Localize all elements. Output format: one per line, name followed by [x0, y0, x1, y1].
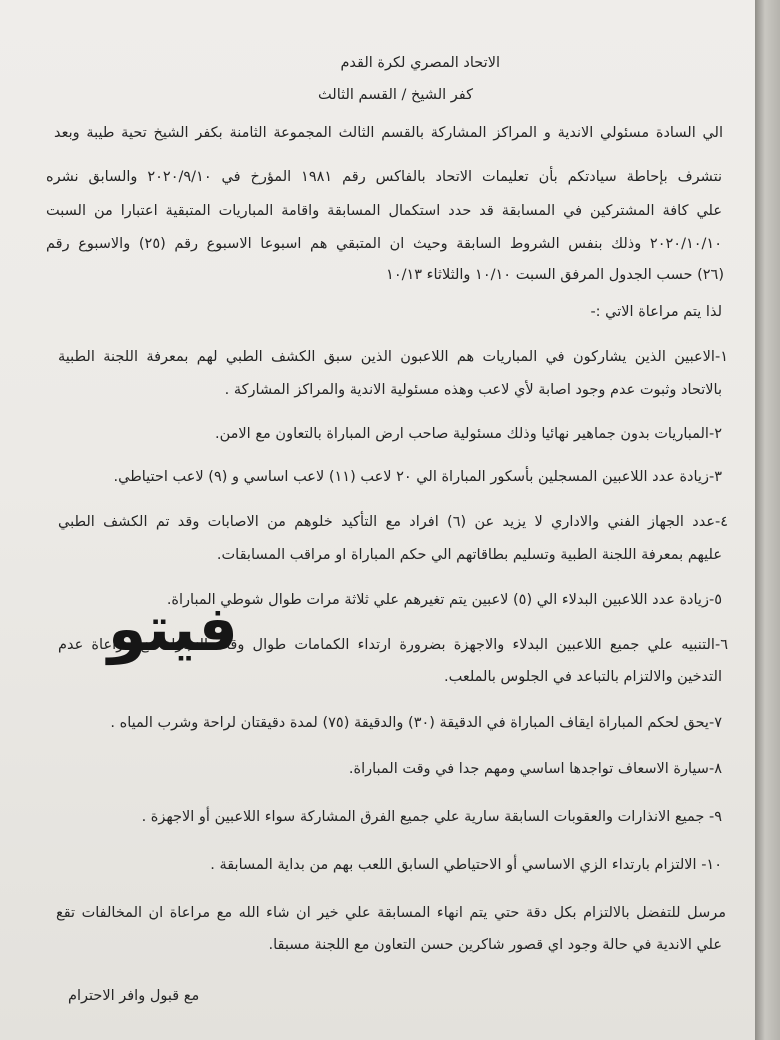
intro-line: علي كافة المشتركين في المسابقة قد حدد استكمال المسابقة واقامة المباريات المتبقية اعتبارا من السبت	[46, 203, 722, 219]
closing-line: مرسل للتفضل بالالتزام بكل دقة حتي يتم انهاء المسابقة علي خير ان شاء الله مع مراعاة ان المخالفات تقع	[56, 905, 726, 921]
list-item-3: ٣-زيادة عدد اللاعبين المسجلين بأسكور المباراة الي ٢٠ لاعب (١١) لاعب اساسي و (٩) لاعب احتياطي.	[113, 469, 722, 485]
signoff: مع قبول وافر الاحترام	[68, 988, 200, 1004]
list-item-6-cont: التدخين والالتزام بالتباعد في الجلوس بالملعب.	[444, 669, 722, 685]
list-item-10: ١٠- الالتزام بارتداء الزي الاساسي أو الاحتياطي السابق اللعب بهم من بداية المسابقة .	[210, 857, 722, 873]
intro-line: نتشرف بإحاطة سيادتكم بأن تعليمات الاتحاد بالفاكس رقم ١٩٨١ المؤرخ في ٢٠٢٠/٩/١٠ والسابق نشره	[46, 169, 723, 185]
list-item-9: ٩- جميع الانذارات والعقوبات السابقة سارية علي جميع الفرق المشاركة سواء اللاعبين أو الاجهزة .	[141, 809, 722, 825]
list-item-7: ٧-يحق لحكم المباراة ايقاف المباراة في الدقيقة (٣٠) والدقيقة (٧٥) لمدة دقيقتان لراحة وشرب المياه .	[110, 715, 722, 731]
page-edge-shadow	[755, 0, 780, 1040]
closing-line: علي الاندية في حالة وجود اي قصور شاكرين حسن التعاون مع اللجنة مسبقا.	[268, 937, 722, 953]
list-item-6: ٦-التنبيه علي جميع اللاعبين البدلاء والاجهزة بضرورة ارتداء الكمامات طوال وقت المباراة مع مراعاة عدم	[58, 637, 728, 653]
list-item-8: ٨-سيارة الاسعاف تواجدها اساسي ومهم جدا في وقت المباراة.	[348, 761, 722, 777]
header-dept: كفر الشيخ / القسم الثالث	[318, 87, 473, 103]
watermark-logo	[107, 592, 238, 678]
intro-line: (٢٦) حسب الجدول المرفق السبت ١٠/١٠ والثلاثاء ١٠/١٣	[386, 267, 724, 283]
greeting-line: الي السادة مسئولي الاندية و المراكز المشاركة بالقسم الثالث المجموعة الثامنة بكفر الشيخ تحية طيبة وبعد	[54, 125, 723, 141]
watermark-text: فيتو	[107, 592, 238, 665]
list-item-5: ٥-زيادة عدد اللاعبين البدلاء الي (٥) لاعبين يتم تغيرهم علي ثلاثة مرات طوال شوطي المباراة.	[166, 592, 722, 608]
list-item-1-cont: بالاتحاد وثبوت عدم وجود اصابة لأي لاعب وهذه مسئولية الاندية والمراكز المشاركة .	[224, 382, 722, 398]
list-item-1: ١-الاعبين الذين يشاركون في المباريات هم اللاعبون الذين سبق الكشف الطبي لهم بمعرفة اللجنة الطبية	[58, 349, 728, 365]
list-item-4: ٤-عدد الجهاز الفني والاداري لا يزيد عن (٦) افراد مع التأكيد خلوهم من الاصابات وقد تم الكشف الطبي	[58, 514, 729, 530]
list-item-2: ٢-المباريات بدون جماهير نهائيا وذلك مسئولية صاحب ارض المباراة بالتعاون مع الامن.	[215, 426, 722, 442]
header-org: الاتحاد المصري لكرة القدم	[340, 55, 500, 71]
list-item-4-cont: عليهم بمعرفة اللجنة الطبية وتسليم بطاقاتهم الي حكم المباراة او مراقب المسابقات.	[216, 547, 722, 563]
intro-line: ٢٠٢٠/١٠/١٠ وذلك بنفس الشروط السابقة وحيث ان المتبقي هم اسبوعا الاسبوع رقم (٢٥) والاسبوع رقم	[46, 236, 722, 252]
note-heading: لذا يتم مراعاة الاتي :-	[590, 304, 722, 320]
